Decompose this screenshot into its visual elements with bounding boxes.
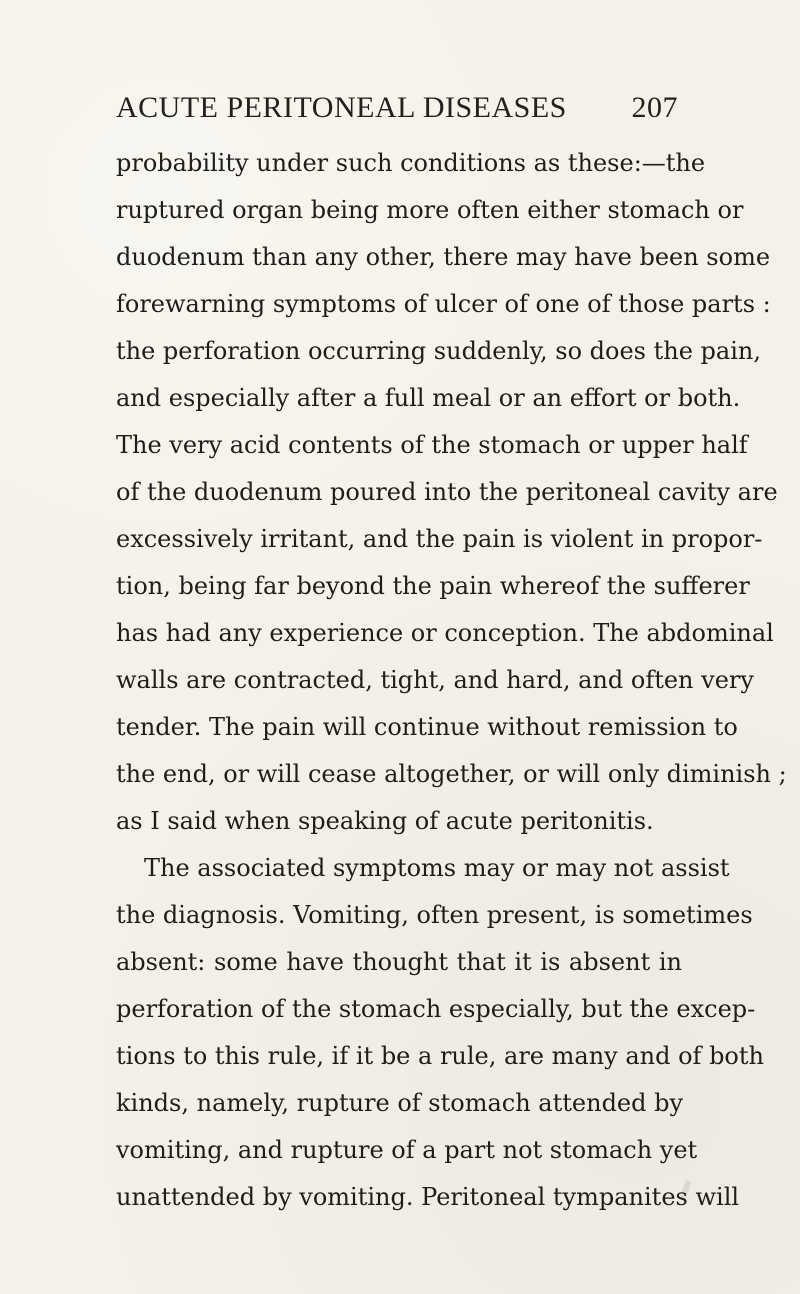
page-number: 207 [631, 91, 678, 124]
text-line: tions to this rule, if it be a rule, are many and of both [116, 1042, 764, 1070]
text-line: vomiting, and rupture of a part not stomach yet [116, 1136, 698, 1164]
text-line: excessively irritant, and the pain is violent in propor- [116, 525, 763, 553]
text-line: as I said when speaking of acute peritonitis. [116, 807, 654, 835]
text-line: of the duodenum poured into the peritoneal cavity are [116, 478, 778, 506]
body-text [116, 140, 787, 1221]
page-header [116, 88, 678, 128]
text-line: The associated symptoms may or may not assist [144, 854, 730, 882]
text-line: The very acid contents of the stomach or upper half [116, 431, 748, 459]
text-line: has had any experience or conception. The abdominal [116, 619, 774, 647]
text-line: kinds, namely, rupture of stomach attended by [116, 1089, 684, 1117]
text-line: and especially after a full meal or an effort or both. [116, 384, 741, 412]
text-line: the end, or will cease altogether, or will only diminish ; [116, 760, 787, 788]
text-line: tender. The pain will continue without remission to [116, 713, 738, 741]
text-line: ruptured organ being more often either stomach or [116, 196, 744, 224]
text-line: forewarning symptoms of ulcer of one of those parts : [116, 290, 771, 318]
text-line: absent: some have thought that it is absent in [116, 948, 682, 976]
text-line: the diagnosis. Vomiting, often present, is sometimes [116, 901, 753, 929]
text-line: tion, being far beyond the pain whereof the sufferer [116, 572, 750, 600]
text-line: perforation of the stomach especially, but the excep- [116, 995, 756, 1023]
text-line: unattended by vomiting. Peritoneal tympanites will [116, 1183, 740, 1211]
text-line: probability under such conditions as these:—the [116, 149, 706, 177]
text-line: walls are contracted, tight, and hard, and often very [116, 666, 754, 694]
text-line: duodenum than any other, there may have been some [116, 243, 771, 271]
running-head: ACUTE PERITONEAL DISEASES [116, 91, 567, 124]
text-line: the perforation occurring suddenly, so does the pain, [116, 337, 761, 365]
